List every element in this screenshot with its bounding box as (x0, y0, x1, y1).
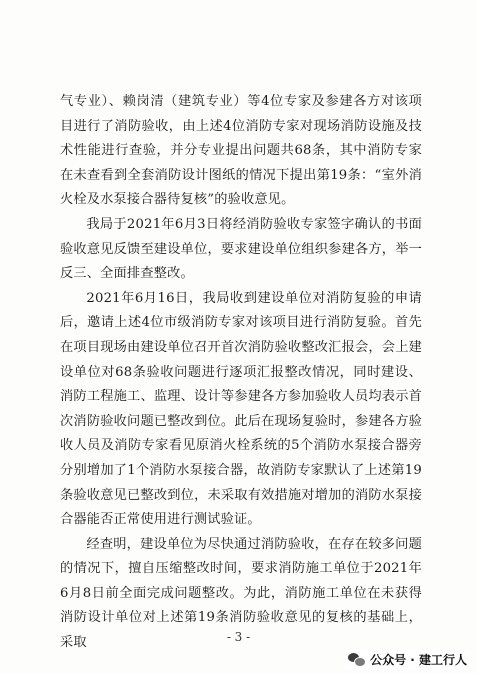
watermark-label: 公众号 · 建工行人 (370, 653, 467, 667)
watermark (344, 649, 471, 670)
paragraph-1: 气专业）、赖岗清（建筑专业）等4位专家及参建各方对该项目进行了消防验收，由上述4位消防专家对现场消防设施及技术性能进行查验，并分专业提出问题共68条，其中消防专家在未查看到全套消防设计图纸的情况下提出第19条：“室外消火栓及水泵接合器待复核”的验收意见。 (60, 94, 422, 208)
document-body (60, 90, 422, 656)
wechat-icon (348, 653, 364, 666)
paragraph-2: 我局于2021年6月3日将经消防验收专家签字确认的书面验收意见反馈至建设单位，要求建设单位组织参建各方，举一反三、全面排查整改。 (60, 216, 422, 282)
paragraph-4: 经查明，建设单位为尽快通过消防验收，在存在较多问题的情况下，擅自压缩整改时间，要求消防施工单位于2021年6月8日前全面完成问题整改。为此，消防施工单位在未获得消防设计单位对上述第19条消防验收意见的复核的基础上，采取 (60, 536, 422, 651)
paragraph-3: 2021年6月16日，我局收到建设单位对消防复验的申请后，邀请上述4位市级消防专家对该项目进行消防复验。首先在项目现场由建设单位召开首次消防验收整改汇报会，会上建设单位对68条验收问题进行逐项汇报整改情况，同时建设、消防工程施工、监理、设计等参建各方参加验收人员均表示首次消防验收问题已整改到位。此后在现场复验时，参建各方验收人员及消防专家看见原消火栓系统的5个消防水泵接合器旁分别增加了1个消防水泵接合器，故消防专家默认了上述第19条验收意见已整改到位，未采取有效措施对增加的消防水泵接合器能否正常使用进行测试验证。 (60, 290, 422, 528)
page-number: - 3 - (226, 630, 251, 644)
